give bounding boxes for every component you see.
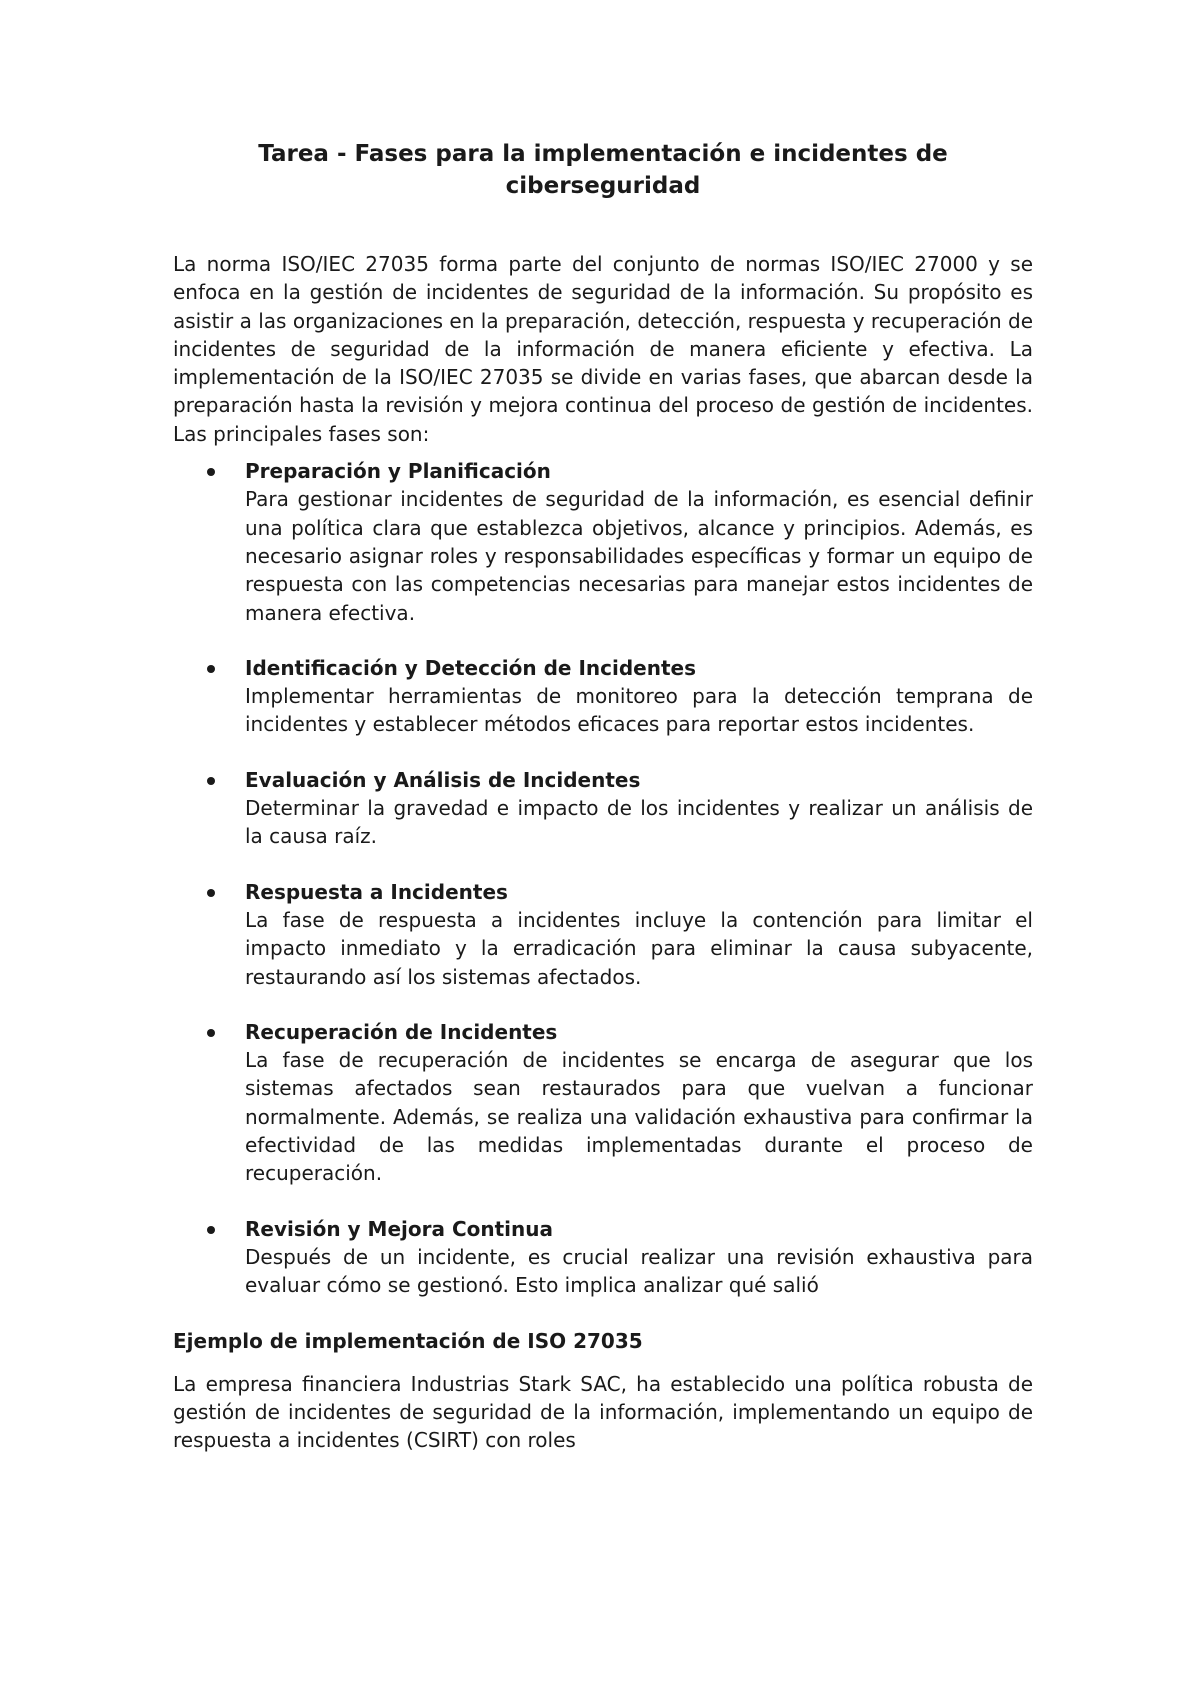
phase-text: Determinar la gravedad e impacto de los incidentes y realizar un análisis de la causa raíz. bbox=[245, 796, 1033, 849]
list-item bbox=[173, 1215, 1033, 1300]
bullet-icon bbox=[207, 889, 215, 897]
phase-title: Preparación y Planificación bbox=[245, 459, 551, 484]
list-item bbox=[173, 457, 1033, 627]
document-page bbox=[173, 138, 1033, 1454]
list-item bbox=[173, 654, 1033, 739]
document-title: Tarea - Fases para la implementación e incidentes de ciberseguridad bbox=[258, 141, 948, 199]
phase-title: Identificación y Detección de Incidentes bbox=[245, 655, 696, 680]
phases-list bbox=[173, 457, 1033, 1299]
phase-title: Evaluación y Análisis de Incidentes bbox=[245, 767, 641, 792]
intro-paragraph: La norma ISO/IEC 27035 forma parte del conjunto de normas ISO/IEC 27000 y se enfoca en la gestión de incidentes de seguridad de la información. Su propósito es asistir a las organizaciones en la preparación, detección, respuesta y recuperación de incidentes de seguridad de la información de manera eficiente y efectiva. La implementación de la ISO/IEC 27035 se divide en varias fases, que abarcan desde la preparación hasta la revisión y mejora continua del proceso de gestión de incidentes. Las principales fases son: bbox=[173, 252, 1033, 446]
phase-text: La fase de recuperación de incidentes se encarga de asegurar que los sistemas afectados sean restaurados para que vuelvan a funcionar normalmente. Además, se realiza una validación exhaustiva para confirmar la efectividad de las medidas implementadas durante el proceso de recuperación. bbox=[245, 1048, 1033, 1186]
phase-text: Implementar herramientas de monitoreo para la detección temprana de incidentes y establecer métodos eficaces para reportar estos incidentes. bbox=[245, 684, 1033, 737]
list-item bbox=[173, 1018, 1033, 1188]
example-paragraph: La empresa financiera Industrias Stark SAC, ha establecido una política robusta de gestión de incidentes de seguridad de la información, implementando un equipo de respuesta a incidentes (CSIRT) con roles bbox=[173, 1371, 1033, 1453]
bullet-icon bbox=[207, 468, 215, 476]
bullet-icon bbox=[207, 1226, 215, 1234]
phase-text: Para gestionar incidentes de seguridad de la información, es esencial definir una política clara que establezca objetivos, alcance y principios. Además, es necesario asignar roles y responsabilidades específicas y formar un equipo de respuesta con las competencias necesarias para manejar estos incidentes de manera efectiva. bbox=[245, 487, 1033, 625]
bullet-icon bbox=[207, 777, 215, 785]
phase-text: La fase de respuesta a incidentes incluye la contención para limitar el impacto inmediato y la erradicación para eliminar la causa subyacente, restaurando así los sistemas afectados. bbox=[245, 907, 1033, 989]
bullet-icon bbox=[207, 665, 215, 673]
phase-text: Después de un incidente, es crucial realizar una revisión exhaustiva para evaluar cómo se gestionó. Esto implica analizar qué salió bbox=[245, 1244, 1033, 1298]
list-item bbox=[173, 878, 1033, 991]
phase-title: Revisión y Mejora Continua bbox=[245, 1216, 553, 1241]
bullet-icon bbox=[207, 1029, 215, 1037]
example-heading: Ejemplo de implementación de ISO 27035 bbox=[173, 1328, 643, 1353]
phase-title: Recuperación de Incidentes bbox=[245, 1019, 558, 1044]
list-item bbox=[173, 766, 1033, 851]
phase-title: Respuesta a Incidentes bbox=[245, 879, 508, 904]
